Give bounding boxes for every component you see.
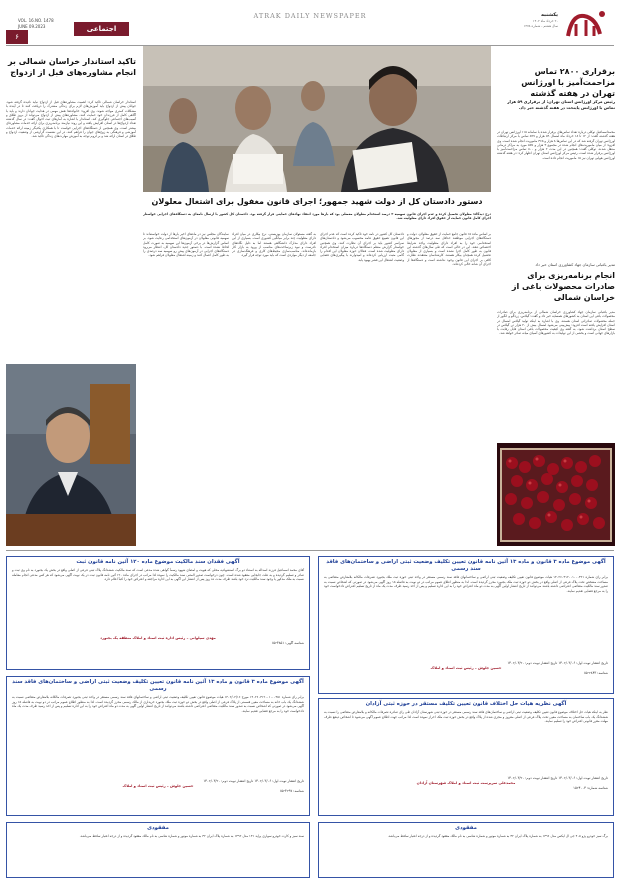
issue-number: سال هشتم - شماره ۱۴۷۸ bbox=[523, 24, 558, 28]
section-tab: اجتماعی bbox=[74, 22, 129, 36]
issue-date: ۲۰ خرداد ماه ۱۴۰۲ bbox=[532, 19, 558, 23]
notice-body: برابر رای شماره ۱۴۰۲۶۰۳۱۲۰۰۱۰۰۰۳۵۱ مورخ ۱۴۰۲/۰۲/۱۶ هیات موضوع قانون تعیین تکلیف وضعیت ثبتی اراضی و ساختمانهای فاقد سند رسمی مستقر در واحد ثبتی بجنورد تصرفات مالکانه بلامعارض متقاضی نسبت به ششدانگ یک باب خانه به مساحت معین قسمتی از پلاک فرعی از اصلی واقع در بخش دو حوزه ثبت ملک بجنورد خریداری از مالک رسمی محرز گردیده است. لذا به منظور اطلاع عموم مراتب در دو نوبت به فاصله ۱۵ روز آگهی می‌شود در صورتی که اشخاص نسبت به صدور سند مالکیت متقاضی اعتراضی داشته باشند می‌توانند از تاریخ انتشار اولین آگهی به مدت دو ماه اعتراض خود را به این اداره تسلیم و پس از اخذ رسید ظرف مدت یک ماه دادخواست خود را به مرجع قضایی تقدیم نمایند. bbox=[12, 695, 304, 713]
ads-divider bbox=[6, 550, 614, 551]
notice-body: برگ سبز خودرو پژو ۴۰۵ جی ال ایکس مدل ۱۳۹۶ به شماره پلاک ایران ۳۲ به شماره موتور و شماره شاسی به نام مالک مفقود گردیده و از درجه اعتبار ساقط می‌باشد. bbox=[387, 834, 608, 838]
cherries-photo bbox=[497, 443, 615, 546]
lost-document-notice-2 bbox=[6, 822, 310, 878]
right-body-2: مدیر باغبانی سازمان جهاد کشاورزی خراسان شمالی از برنامه‌ریزی برای صادرات محصولات باغی این استان به کشورهای همسایه خبر داد و گفت: گیلاس، زردآلو و انگور از جمله محصولات صادراتی استان هستند. وی با اشاره به اینکه تولید گیلاس امسال در استان افزایش یافته است افزود: پیش‌بینی می‌شود امسال بیش از ۲۰ هزار تن گیلاس در سطح استان برداشت شود. به گفته وی کیفیت محصولات باغی استان قابل رقابت با بازارهای جهانی است و بخشی از این تولیدات به کشورهای آسیای میانه صادر خواهد شد. bbox=[497, 310, 615, 336]
center-lead: درج دیدگاه: معلولان تحصیل کرده و عدم اجرای قانون سهمیه ۳ درصد استخدام معلولان معضلی بود که بارها مورد انتقاد نهادهای حمایتی قرار گرفته بود. دادستان کل کشور با ارسال نامه‌ای به دستگاه‌های اجرایی خواستار اجرای کامل قانون حمایت از حقوق افراد دارای معلولیت شد. bbox=[143, 212, 491, 221]
left-headline: تاکید استاندار خراسان شمالی بر انجام مشاوره‌های قبل از ازدواج bbox=[7, 57, 136, 77]
notice-title: مفقودی bbox=[455, 825, 477, 831]
notice-dates: تاریخ انتشار نوبت اول: ۱۴۰۲/۰۳/۰۶ تاریخ انتشار نوبت دوم: ۱۴۰۲/۰۳/۲۰ bbox=[203, 779, 304, 783]
center-column-3: به گفته مسئولان سازمان بهزیستی، نرخ بیکاری در میان افراد دارای معلولیت چند برابر میانگین کشوری است. بسیاری از این افراد دارای مدارک دانشگاهی هستند اما به دلیل نگاه‌های نادرست و نبود زیرساخت‌های مناسب از ورود به بازار کار بازمانده‌اند. مناسب‌سازی محیط‌های کاری و فرهنگ‌سازی در جامعه از دیگر مواردی است که باید مورد توجه قرار گیرد. bbox=[232, 232, 316, 258]
left-body: استاندار خراسان شمالی تاکید کرد: اهمیت مشاوره‌های قبل از ازدواج نباید نادیده گرفته شود. جوانان پیش از ازدواج باید آموزش‌های لازم برای زندگی مشترک را دریافت کنند تا در آینده با مشکلات کمتری مواجه شوند. وی افزود: خانواده‌ها نقش مهمی در هدایت جوانان دارند و باید با آگاهی کامل از فرزندان خود حمایت کنند. مشاوره‌های پیش از ازدواج می‌تواند از بروز طلاق و آسیب‌های اجتماعی جلوگیری کند. استاندار با اشاره به آمارهای ثبت احوال گفت: در سال گذشته تعداد ازدواج‌ها در استان افزایش یافته و این روند نیازمند برنامه‌ریزی برای ارائه خدمات مشاوره‌ای بیشتر است. وی همچنین از دستگاه‌های اجرایی خواست تا با همکاری یکدیگر زمینه ارائه خدمات آموزشی و فرهنگی به زوج‌های جوان را فراهم کنند. در این نشست گزارشی از وضعیت ازدواج و طلاق در استان ارائه شد و بر لزوم توجه به آموزش مهارت‌های زندگی تاکید شد. bbox=[6, 100, 136, 139]
newspaper-logo bbox=[562, 6, 608, 44]
right-kicker-2: مدیر باغبانی سازمان جهاد کشاورزی استان خبر داد bbox=[535, 262, 615, 267]
right-subhead-1: رئیس مرکز اورژانس استان تهران: از برقراری ۵۹ هزار تماس با اورژانس پایتخت در هفته گذشته خبر داد. bbox=[507, 99, 615, 110]
page-header bbox=[0, 0, 620, 46]
brand-name: ATRAK DAILY NEWSPAPER bbox=[253, 12, 367, 20]
notice-body: سند سبز و کارت خودرو سواری پراید ۱۳۱ مدل ۱۳۹۲ به شماره پلاک ایران ۳۲ به شماره موتور و شماره شاسی به نام مالک مفقود گردیده و از درجه اعتبار ساقط می‌باشد. bbox=[79, 834, 304, 838]
center-column-1: بر اساس ماده ۱۵ قانون جامع حمایت از حقوق معلولان، دولت و دستگاه‌های اجرایی موظفند حداقل سه درصد از مجوزهای استخدامی خود را به افراد دارای معلولیت واجد شرایط اختصاص دهند. این در حالی است که طی سال‌های گذشته این قانون به طور کامل اجرا نشده است و بسیاری از معلولان تحصیل کرده همچنان بیکار هستند. کارشناسان معتقدند نظارت کافی بر اجرای این قانون وجود نداشته است و دستگاه‌ها از اجرای آن شانه خالی کرده‌اند. bbox=[407, 232, 491, 267]
notice-body: آقای محمد اسماعیل فرزند اسداله به استناد دو برگ استشهادیه محلی که هویت و امضای شهود رسماً گواهی شده مدعی است که سند مالکیت ششدانگ پلاک ثبتی فرعی از اصلی واقع در بخش یک بجنورد به نام وی ثبت و صادر و تسلیم گردیده و به علت جابجایی مفقود شده است. چون درخواست صدور المثنی سند مالکیت را نموده لذا مراتب در اجرای ماده ۱۲۰ آئین نامه قانون ثبت در یک نوبت آگهی می‌شود که هر کس مدعی انجام معامله نسبت به ملک مذکور یا وجود سند مالکیت نزد خود باشد ظرف مدت ده روز پس از انتشار این آگهی به این اداره مراجعه و اعتراض خود را کتباً اعلام دارد. bbox=[12, 568, 305, 581]
notice-signature: محمدعلی سرپرست ثبت اسناد و املاک شهرستان آزادان bbox=[416, 781, 516, 785]
notice-id: شناسه: ۱۵۲۳۲۹۷ bbox=[279, 789, 304, 793]
right-headline-2: انجام برنامه‌ریزی برای صادرات محصولات باغی از خراسان شمالی bbox=[511, 271, 615, 302]
notice-signature: مهدی سیلوانی – رئیس اداره ثبت اسناد و املاک منطقه یک بجنورد bbox=[100, 636, 216, 640]
notice-id: شناسه: ۱۵۲۲۸۴۳ bbox=[583, 671, 608, 675]
notice-body: نظر به اینکه هیات حل اختلاف موضوع قانون تعیین تکلیف وضعیت ثبتی اراضی و ساختمان‌های فاقد سند رسمی مستقر در حوزه ثبتی شهرستان آزادان طی رای صادره تصرفات مالکانه و بلامعارض متقاضی را نسبت به ششدانگ یک باب ساختمان به مساحت معین تحت پلاک فرعی از اصلی مفروز و مجزی شده از پلاک واقع در بخش حوزه ثبت ملک احراز نموده است لذا مراتب جهت اطلاع عموم آگهی می‌شود تا اشخاص ذینفع ظرف مهلت مقرر قانونی اعتراض خود را تسلیم نمایند. bbox=[324, 710, 608, 723]
english-date: JUNE 09.2023 bbox=[18, 24, 46, 29]
legal-notice-3 bbox=[318, 698, 614, 816]
center-column-4: نمایندگان مجلس نیز در ماه‌های اخیر بارها از دولت خواسته‌اند تا سهمیه قانونی معلولان در آزمون‌های استخدامی رعایت شود. بر اساس گزارش‌ها در برخی آزمون‌ها این سهمیه به صورت کامل لحاظ نشده است. با دستور جدید دادستان کل، انتظار می‌رود دستگاه‌های اجرایی در آزمون‌های پیش رو سهمیه سه درصدی را به طور کامل اعمال کنند و زمینه اشتغال معلولان فراهم شود. bbox=[143, 232, 229, 258]
legal-notice-4 bbox=[6, 676, 310, 816]
governor-portrait bbox=[6, 364, 136, 546]
notice-id: شناسه شماره: ۱۵۲۴۰۰۴ bbox=[573, 786, 608, 790]
volume-label: VOL. 16.NO. 1478 bbox=[18, 18, 54, 23]
notice-dates: تاریخ انتشار نوبت اول: ۱۴۰۲/۰۳/۰۶ تاریخ انتشار نوبت دوم: ۱۴۰۲/۰۳/۲۰ bbox=[507, 661, 608, 665]
right-headline-1: برقراری ۲۸۰۰ تماس مزاحمت‌آمیز با اورژانس تهران در هفته گذشته bbox=[521, 67, 615, 98]
notice-body: برابر رای شماره ۱۴۰۲۶۰۳۱۲۰۰۱۰۰۰۳۲۱ هیات موضوع قانون تعیین تکلیف وضعیت ثبتی اراضی و ساختمانهای فاقد سند رسمی مستقر در واحد ثبتی حوزه ثبت ملک بجنورد تصرفات مالکانه بلامعارض متقاضی به مساحت مشخص تحت پلاک فرعی از اصلی واقع در بخش دو حوزه ثبت ملک بجنورد محرز گردیده است. لذا به منظور اطلاع عموم مراتب در دو نوبت به فاصله ۱۵ روز آگهی می‌شود در صورتی که اشخاص نسبت به صدور سند مالکیت متقاضی اعتراضی داشته باشند می‌توانند از تاریخ انتشار اولین آگهی به مدت دو ماه اعتراض خود را به این اداره تسلیم و پس از اخذ رسید ظرف مدت یک ماه از تاریخ تسلیم اعتراض دادخواست خود را به مرجع قضایی تقدیم نمایند. bbox=[324, 575, 608, 593]
notice-title: آگهی موضوع ماده ۳ قانون و ماده ۱۳ آئین نامه قانون تعیین تکلیف وضعیت ثبتی اراضی و ساختمان‌های فاقد سند رسمی bbox=[326, 559, 606, 572]
notice-dates: تاریخ انتشار نوبت اول: ۱۴۰۲/۰۳/۰۶ تاریخ انتشار نوبت دوم: ۱۴۰۲/۰۳/۲۰ bbox=[507, 776, 608, 780]
issue-day: یکشنبه bbox=[541, 12, 558, 18]
notice-title: آگهی نظریه هیات حل اختلاف قانون تعیین تکلیف مستقر در حوزه ثبتی آزادان bbox=[365, 701, 567, 707]
notice-signature: حسین جلوش – رئیس ثبت اسناد و املاک bbox=[430, 666, 502, 670]
notice-title: آگهی موضوع ماده ۳ قانون و ماده ۱۳ آئین نامه قانون تعیین تکلیف وضعیت ثبتی اراضی و ساختمان‌های فاقد سند رسمی bbox=[12, 679, 304, 692]
legal-notice-2 bbox=[6, 556, 310, 670]
right-body-1: محمداسماعیل توکلی درباره تعداد تماس‌های برقرار شده با سامانه ۱۱۵ اورژانس تهران در هفته گذشته گفت: از ۱۲ تا ۱۸ خرداد ماه امسال ۵۹ هزار و ۵۲۷ تماس با مرکز ارتباطات اورژانس تهران گرفته شد که در این تماس‌ها ۸ هزار و ۳۶۵ ماموریت انجام شده است. وی افزود: از میان ماموریت‌های انجام شده در مجموع ۳ هزار و ۵۵۷ مورد به مراکز درمانی منتقل شدند. توکلی گفت: همچنین در این مدت ۲ هزار و ۸۰۰ تماس مزاحمت‌آمیز با اورژانس برقرار شده است. رئیس مرکز اورژانس استان تهران اظهار کرد: در هفته گذشته اورژانس هوایی تهران نیز ۱۵ ماموریت انجام داده است. bbox=[497, 130, 615, 160]
notice-title: مفقودی bbox=[147, 825, 169, 831]
center-column-2: دادستان کل کشور در نامه خود تاکید کرده است که عدم اجرای این قانون تضییع حقوق عامه محسوب می‌شود و دادستان‌های سراسر کشور باید بر اجرای آن نظارت کنند. وی همچنین خواستار گزارش منظم دستگاه‌ها درباره میزان استخدام افراد دارای معلولیت شده است. فعالان حوزه معلولان این اقدام را گامی مثبت ارزیابی کرده‌اند و امیدوارند با پیگیری‌های قضایی وضعیت اشتغال این قشر بهبود یابد. bbox=[320, 232, 404, 262]
students-exam-photo bbox=[143, 46, 491, 192]
lost-document-notice-1 bbox=[318, 822, 614, 878]
center-headline: دستور دادستان کل از دولت شهید جمهور؛ اجرای قانون مغفول برای اشتغال معلولان bbox=[151, 197, 483, 206]
legal-notice-1 bbox=[318, 556, 614, 694]
notice-title: آگهی فقدان سند مالکیت موضوع ماده ۱۲۰ آئین نامه قانون ثبت bbox=[76, 559, 240, 565]
notice-signature: حسین جلوش – رئیس ثبت اسناد و املاک bbox=[122, 784, 194, 788]
page-number: ۶ bbox=[6, 30, 28, 44]
notice-id: شناسه آگهی: ۱۵۲۳۸۵۱ bbox=[271, 641, 304, 645]
